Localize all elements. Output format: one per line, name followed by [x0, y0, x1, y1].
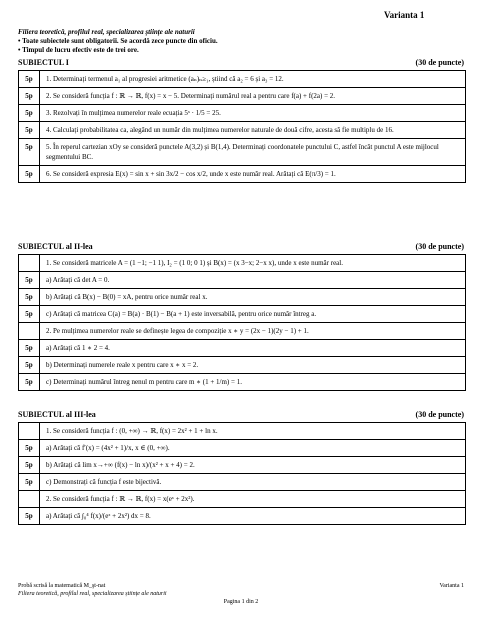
intro-line-1: Filiera teoretică, profilul real, specializarea științe ale naturii — [18, 28, 195, 36]
variant-label: Varianta 1 — [384, 10, 425, 20]
section-1-table — [18, 70, 466, 183]
table-row: 5p b) Determinați numerele reale x pentru care x ∗ x = 2. — [19, 356, 465, 373]
intro-line-3: • Timpul de lucru efectiv este de trei ore. — [18, 46, 139, 54]
table-row: 5p c) Arătați că matricea C(a) = B(a) · B(1) − B(a + 1) este inversabilă, pentru orice număr întreg a. — [19, 305, 465, 322]
section-1-title: SUBIECTUL I — [18, 58, 69, 67]
table-row: 1. Se consideră funcția f : (0, +∞) → ℝ, f(x) = 2x² + 1 + ln x. — [19, 423, 465, 439]
page-footer — [18, 582, 464, 606]
section-1-header — [18, 58, 464, 67]
section-3-title: SUBIECTUL al III-lea — [18, 410, 96, 419]
table-row: 2. Pe mulțimea numerelor reale se definește legea de compoziție x ∗ y = (2x − 1)(2y − 1) + 1. — [19, 322, 465, 339]
table-row: 5p a) Arătați că det A = 0. — [19, 271, 465, 288]
table-row: 1. Se consideră matricele A = (1 −1; −1 1), I₂ = (1 0; 0 1) și B(x) = (x 3−x; 2−x x), unde x este număr real. — [19, 255, 465, 271]
table-row: 5p 4. Calculați probabilitatea ca, alegând un număr din mulțimea numerelor naturale de două cifre, acesta să fie multiplu de 16. — [19, 121, 465, 138]
table-row: 2. Se consideră funcția f : ℝ → ℝ, f(x) = x(eˣ + 2x²). — [19, 490, 465, 507]
table-row: 5p 3. Rezolvați în mulțimea numerelor reale ecuația 5ˣ · 1/5 = 25. — [19, 104, 465, 121]
footer-right-1: Varianta 1 — [439, 583, 464, 589]
footer-left-1: Probă scrisă la matematică M_şt-nat — [18, 583, 106, 589]
intro-line-2: • Toate subiectele sunt obligatorii. Se acordă zece puncte din oficiu. — [18, 37, 218, 45]
table-row: 5p a) Arătați că f′(x) = (4x² + 1)/x, x ∈ (0, +∞). — [19, 439, 465, 456]
section-2-table — [18, 254, 466, 391]
table-row: 5p 6. Se consideră expresia E(x) = sin x + sin 3x/2 − cos x/2, unde x este număr real. Arătați că E(π/3) = 1. — [19, 165, 465, 182]
table-row: 5p a) Arătați că 1 ∗ 2 = 4. — [19, 339, 465, 356]
section-3-points: (30 de puncte) — [415, 410, 464, 419]
section-2-header — [18, 242, 464, 251]
table-row: 5p 2. Se consideră funcția f : ℝ → ℝ, f(x) = x − 5. Determinați numărul real a pentru care f(a) + f(2a) = 2. — [19, 87, 465, 104]
section-2-title: SUBIECTUL al II-lea — [18, 242, 93, 251]
table-row: 5p 5. În reperul cartezian xOy se consideră punctele A(3,2) și B(1,4). Determinați coordonatele punctului C, astfel încât punctul A este mijlocul segmentului BC. — [19, 138, 465, 165]
table-row: 5p c) Determinați numărul întreg nenul m pentru care m ∗ (1 + 1/m) = 1. — [19, 373, 465, 390]
table-row: 5p c) Demonstrați că funcția f este bijectivă. — [19, 473, 465, 490]
footer-left-2: Filiera teoretică, profilul real, specializarea științe ale naturii — [18, 591, 167, 597]
table-row: 5p b) Arătați că B(x) − B(0) = xA, pentru orice număr real x. — [19, 288, 465, 305]
section-3-table — [18, 422, 466, 525]
page-number: Pagina 1 din 2 — [223, 599, 259, 605]
section-3-header — [18, 410, 464, 419]
section-2-points: (30 de puncte) — [415, 242, 464, 251]
table-row: 5p b) Arătați că lim x→+∞ (f(x) − ln x)/(x² + x + 4) = 2. — [19, 456, 465, 473]
table-row: 5p a) Arătați că ∫₀⁴ f(x)/(eˣ + 2x²) dx = 8. — [19, 507, 465, 524]
section-1-points: (30 de puncte) — [415, 58, 464, 67]
table-row: 5p 1. Determinați termenul a₁ al progresiei aritmetice (aₙ)ₙ≥₁, știind că a₂ = 6 și a₃ = 12. — [19, 71, 465, 87]
instructions — [18, 28, 218, 55]
